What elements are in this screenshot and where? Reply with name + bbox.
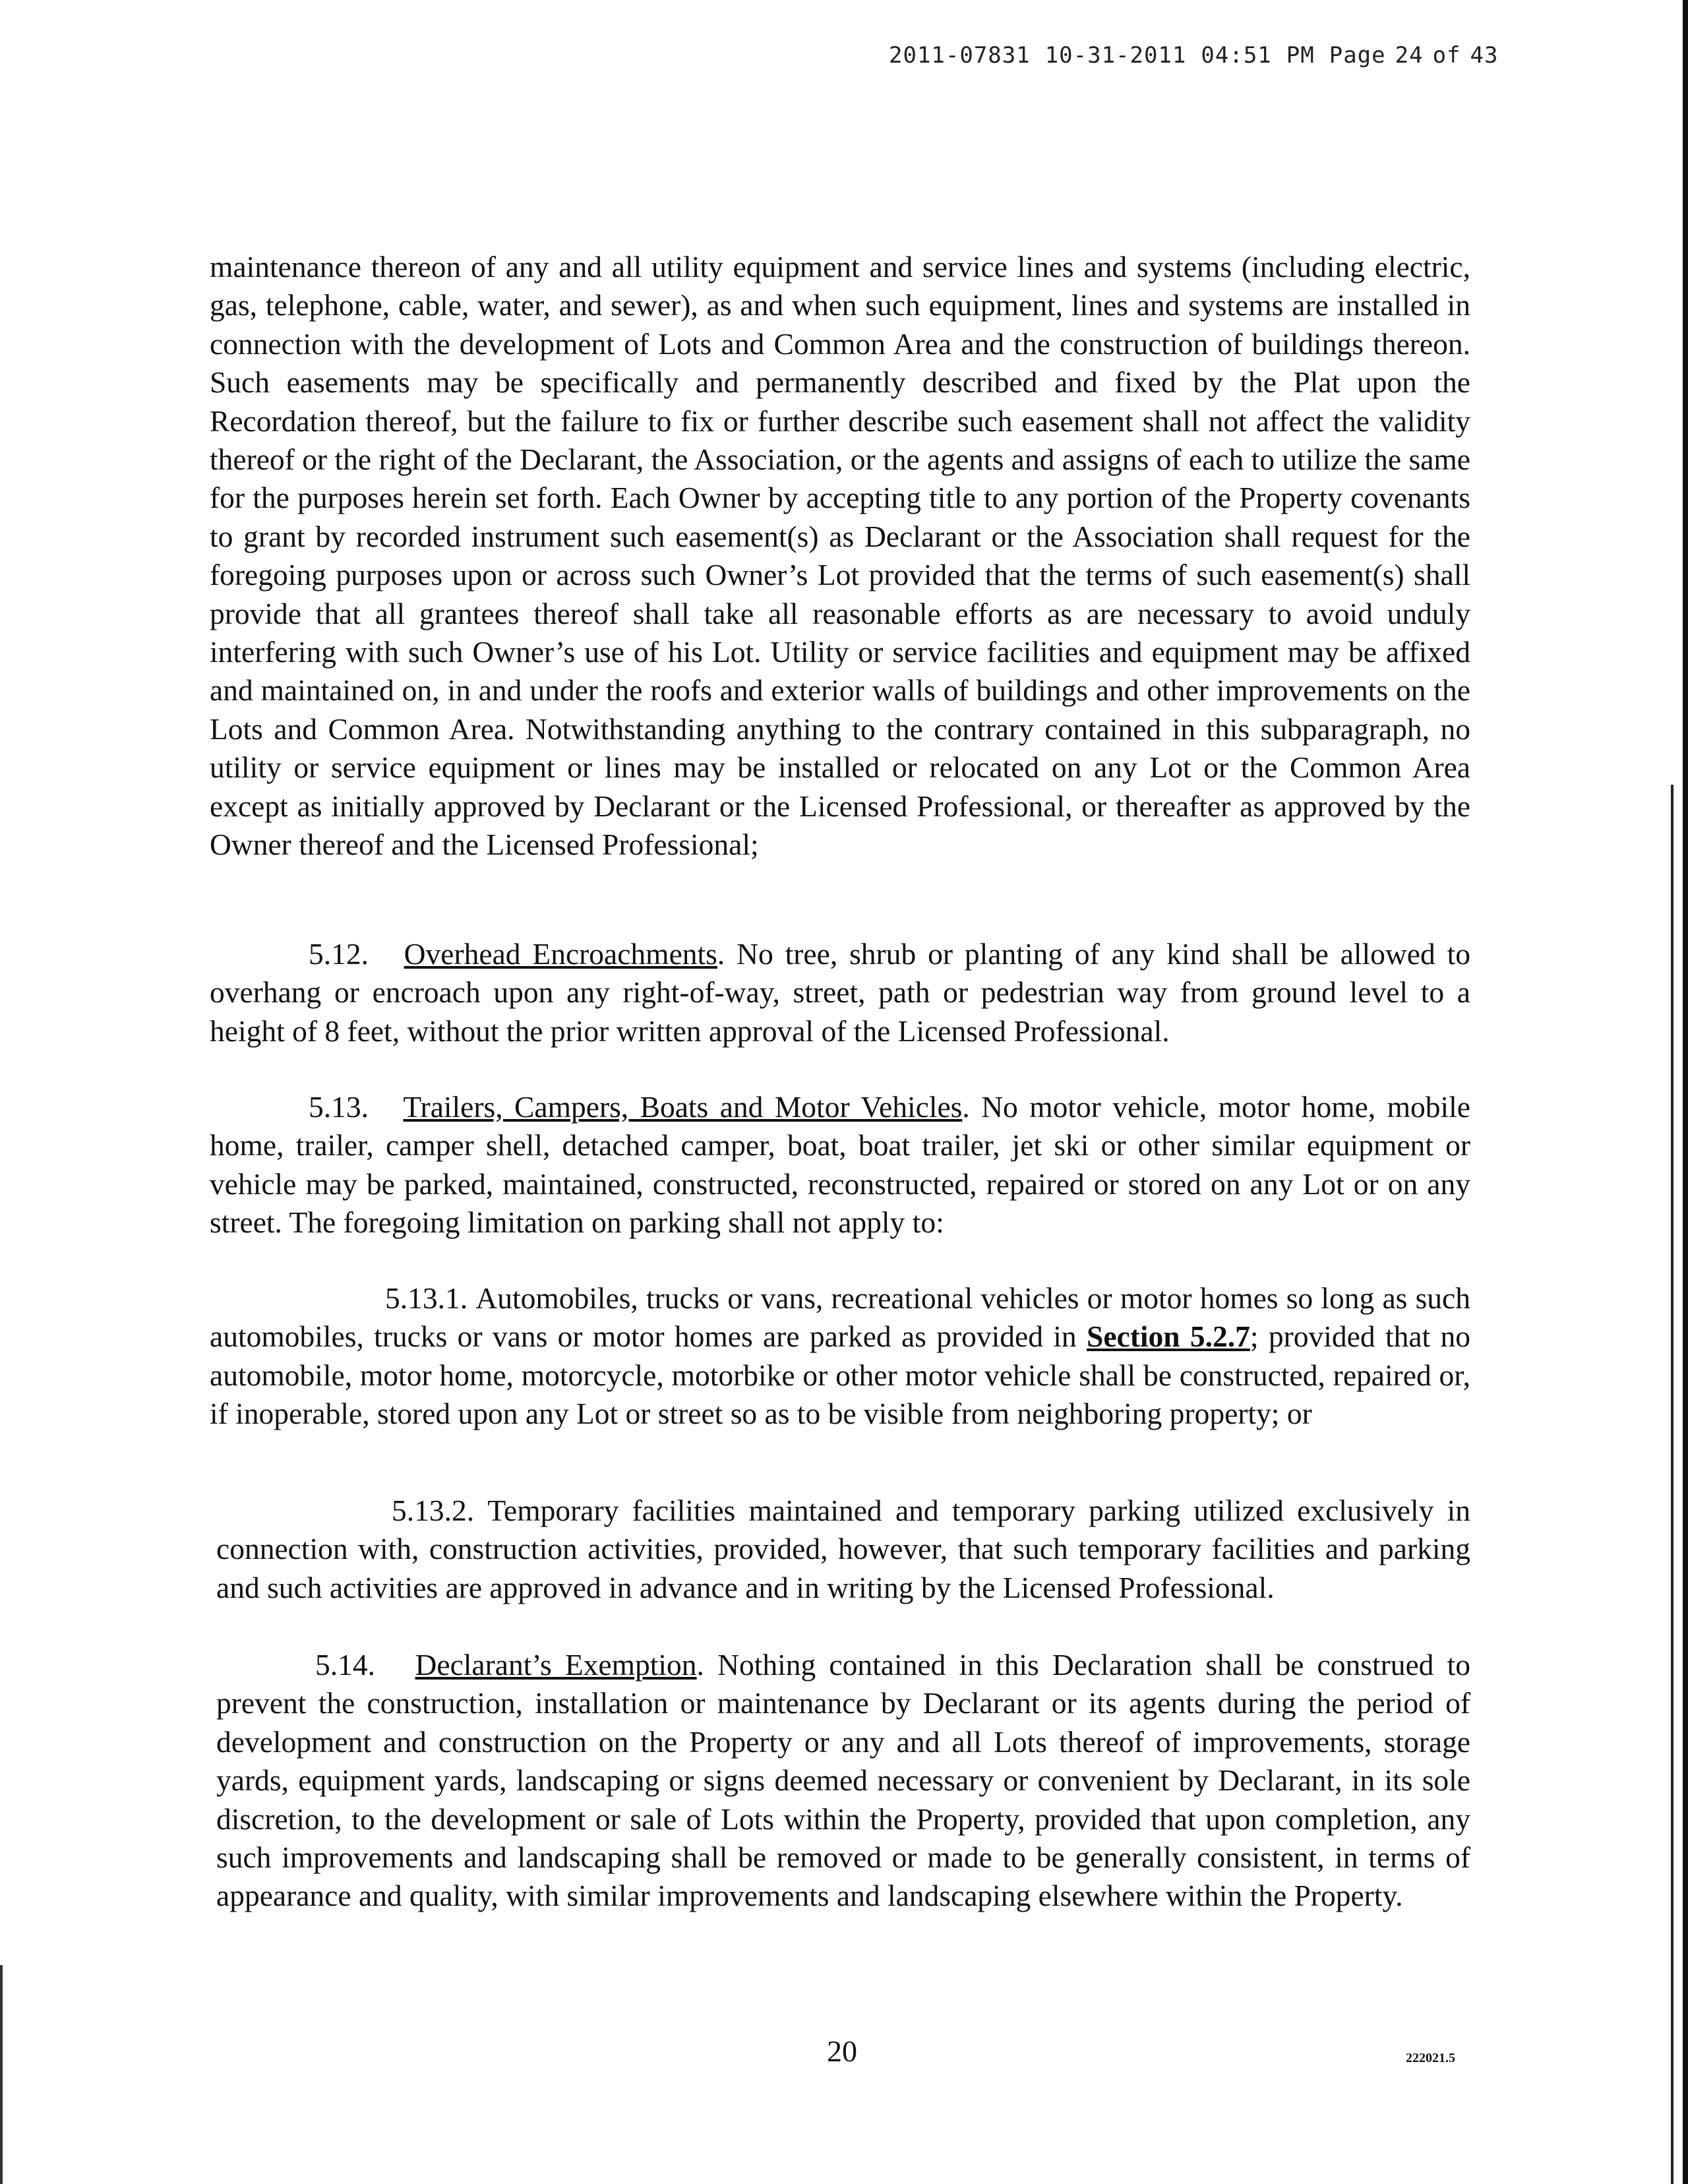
section-5-12-heading: Overhead Encroachments [404, 937, 717, 971]
fax-page-of: of [1432, 42, 1461, 69]
section-5-14 [216, 1646, 1470, 1916]
fax-page-total: 43 [1470, 42, 1499, 69]
section-5-14-text: . Nothing contained in this Declaration shall be construed to prevent the construction, installation or maintenance by Declarant or its agents during the period of development and construction on the Property or any and all Lots thereof of improvements, storage yards, equipment yards, landscaping or signs deemed necessary or convenient by Declarant, in its sole discretion, to the development or sale of Lots within the Property, provided that upon completion, any such improvements and landscaping shall be removed or made to be generally consistent, in terms of appearance and quality, with similar improvements and landscaping elsewhere within the Property. [216, 1648, 1470, 1913]
document-id: 222021.5 [1406, 2051, 1455, 2065]
paragraph-continuation: maintenance thereon of any and all utility equipment and service lines and systems (including electric, gas, telephone, cable, water, and sewer), as and when such equipment, lines and systems are installed in connection with the development of Lots and Common Area and the construction of buildings thereon. Such easements may be specifically and permanently described and fixed by the Plat upon the Recordation thereof, but the failure to fix or further describe such easement shall not affect the validity thereof or the right of the Declarant, the Association, or the agents and assigns of each to utilize the same for the purposes herein set forth. Each Owner by accepting title to any portion of the Property covenants to grant by recorded instrument such easement(s) as Declarant or the Association shall request for the foregoing purposes upon or across such Owner’s Lot provided that the terms of such easement(s) shall provide that all grantees thereof shall take all reasonable efforts as are necessary to avoid unduly interfering with such Owner’s use of his Lot. Utility or service facilities and equipment may be affixed and maintained on, in and under the roofs and exterior walls of buildings and other improvements on the Lots and Common Area. Notwithstanding anything to the contrary contained in this subparagraph, no utility or service equipment or lines may be installed or relocated on any Lot or the Common Area except as initially approved by Declarant or the Licensed Professional, or thereafter as approved by the Owner thereof and the Licensed Professional; [210, 250, 1470, 862]
section-5-13-1-text-after: ; provided that no automobile, motor home, motorcycle, motorbike or other motor vehicle shall be constructed, repaired or, if inoperable, stored upon any Lot or street so as to be visible from neighboring property; or [210, 1320, 1471, 1431]
scan-edge-bar [1683, 0, 1688, 2184]
section-5-13-1-text-before: Automobiles, trucks or vans, recreational vehicles or motor homes so long as such automobiles, trucks or vans or motor homes are parked as provided in [210, 1281, 1471, 1354]
scan-left-mark [0, 1965, 3, 2184]
fax-date: 10-31-2011 [1044, 42, 1187, 69]
section-5-13-1-number: 5.13.1. [385, 1281, 468, 1315]
section-5-13-2-number: 5.13.2. [392, 1494, 475, 1527]
section-5-14-heading: Declarant’s Exemption [415, 1648, 697, 1682]
section-5-14-number: 5.14. [315, 1648, 375, 1682]
section-5-13 [210, 1088, 1470, 1242]
section-5-13-number: 5.13. [309, 1090, 369, 1124]
fax-page-label: Page [1329, 42, 1386, 69]
fax-time: 04:51 [1201, 42, 1272, 69]
section-5-13-text: . No motor vehicle, motor home, mobile home, trailer, camper shell, detached camper, boat, boat trailer, jet ski or other similar equipment or vehicle may be parked, maintained, constructed, reconstructed, repaired or stored on any Lot or on any street. The foregoing limitation on parking shall not apply to: [210, 1090, 1470, 1240]
section-5-13-heading: Trailers, Campers, Boats and Motor Vehicles [403, 1090, 963, 1124]
fax-doc-number: 2011-07831 [889, 42, 1031, 69]
page-number: 20 [827, 2034, 857, 2068]
section-5-12 [210, 935, 1470, 1050]
scan-edge-line [1671, 785, 1673, 2184]
section-5-12-text: . No tree, shrub or planting of any kind shall be allowed to overhang or encroach upon any right-of-way, street, path or pedestrian way from ground level to a height of 8 feet, without the prior written approval of the Licensed Professional. [210, 937, 1471, 1048]
section-5-13-2 [216, 1492, 1470, 1607]
fax-header [889, 42, 1498, 69]
section-5-13-2-text: Temporary facilities maintained and temporary parking utilized exclusively in connection with, construction activities, provided, however, that such temporary facilities and parking and such activities are approved in advance and in writing by the Licensed Professional. [216, 1494, 1470, 1604]
fax-page-current: 24 [1395, 42, 1424, 69]
fax-meridiem: PM [1286, 42, 1315, 69]
section-5-12-number: 5.12. [309, 937, 369, 971]
section-5-13-1 [210, 1279, 1470, 1434]
section-5-2-7-reference: Section 5.2.7 [1087, 1320, 1250, 1354]
